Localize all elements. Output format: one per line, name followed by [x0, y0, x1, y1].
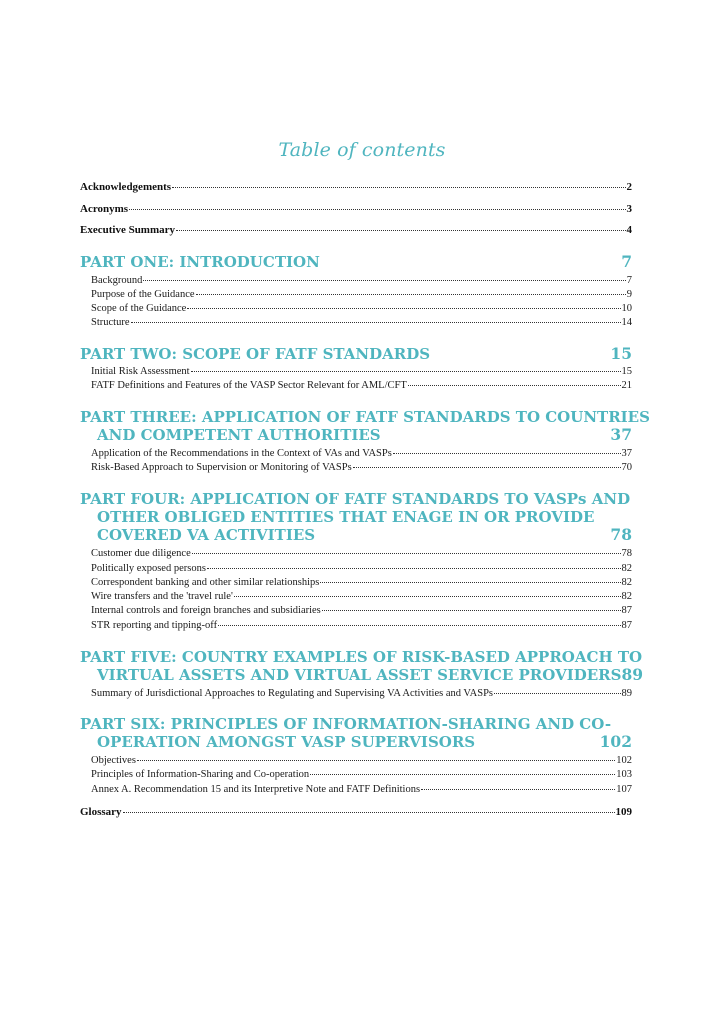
toc-entry-executive-summary[interactable] [80, 224, 632, 236]
toc-entry-background[interactable] [80, 275, 632, 286]
toc-entry-page: 37 [621, 448, 632, 459]
toc-entry-page: 4 [626, 224, 632, 236]
part-page: 7 [621, 252, 632, 271]
toc-entry-page: 87 [621, 620, 632, 631]
toc-entry-scope[interactable] [80, 303, 632, 314]
toc-entry-initial-risk[interactable] [80, 366, 632, 377]
part-heading-six[interactable] [80, 715, 632, 751]
dot-leader [187, 308, 620, 309]
toc-entry-glossary[interactable] [80, 806, 632, 818]
toc-entry-page: 78 [621, 548, 632, 559]
toc-entry-label: Principles of Information-Sharing and Co-operation [91, 769, 310, 780]
dot-leader [234, 596, 621, 597]
dot-leader [191, 371, 621, 372]
toc-entry-str-reporting[interactable] [80, 620, 632, 631]
dot-leader [353, 467, 621, 468]
toc-entry-page: 109 [615, 806, 632, 818]
toc-entry-page: 87 [621, 605, 632, 616]
dot-leader [218, 625, 620, 626]
dot-leader [421, 789, 615, 790]
dot-leader [172, 187, 625, 188]
toc-entry-label: Customer due diligence [91, 548, 191, 559]
toc-entry-label: Executive Summary [80, 224, 176, 236]
toc-entry-label: Acknowledgements [80, 181, 172, 193]
part-page: 15 [610, 344, 632, 363]
part-title-line: PART FOUR: APPLICATION OF FATF STANDARDS TO VASPs AND [80, 490, 631, 508]
toc-entry-page: 3 [626, 203, 632, 215]
dot-leader [143, 280, 625, 281]
toc-entry-purpose[interactable] [80, 289, 632, 300]
part-page: 89 [621, 665, 644, 684]
toc-entry-page: 9 [626, 289, 632, 300]
toc-entry-page: 82 [621, 563, 632, 574]
toc-entry-label: Correspondent banking and other similar relationships [91, 577, 320, 588]
part-page: 78 [610, 525, 632, 544]
part-title-line: OTHER OBLIGED ENTITIES THAT ENAGE IN OR PROVIDE [97, 508, 595, 526]
dot-leader [310, 774, 615, 775]
toc-entry-internal-controls[interactable] [80, 605, 632, 616]
toc-entry-objectives[interactable] [80, 755, 632, 766]
toc-entry-annex-a[interactable] [80, 784, 632, 795]
toc-entry-label: Summary of Jurisdictional Approaches to Regulating and Supervising VA Activities and VASPs [91, 688, 494, 699]
dot-leader [408, 385, 621, 386]
toc-entry-label: Objectives [91, 755, 136, 766]
toc-entry-jurisdictional-approaches[interactable] [80, 688, 632, 699]
dot-leader [137, 760, 615, 761]
part-title-line: VIRTUAL ASSETS AND VIRTUAL ASSET SERVICE PROVIDERS [97, 666, 622, 684]
dot-leader [207, 568, 621, 569]
toc-entry-page: 107 [616, 784, 632, 795]
part-title-line: OPERATION AMONGST VASP SUPERVISORS [97, 733, 476, 751]
dot-leader [322, 610, 621, 611]
part-title-line: AND COMPETENT AUTHORITIES [97, 426, 381, 444]
toc-entry-label: Background [91, 275, 143, 286]
dot-leader [131, 322, 621, 323]
toc-entry-page: 7 [626, 275, 632, 286]
part-page: 102 [599, 732, 632, 751]
toc-entry-page: 15 [621, 366, 632, 377]
toc-entry-correspondent-banking[interactable] [80, 577, 632, 588]
toc-entry-page: 82 [621, 577, 632, 588]
toc-entry-peps[interactable] [80, 563, 632, 574]
toc-entry-label: Application of the Recommendations in the Context of VAs and VASPs [91, 448, 392, 459]
toc-entry-label: Risk-Based Approach to Supervision or Monitoring of VASPs [91, 462, 352, 473]
toc-entry-label: Initial Risk Assessment [91, 366, 190, 377]
toc-entry-acknowledgements[interactable] [80, 181, 632, 193]
toc-entry-page: 14 [621, 317, 632, 328]
toc-entry-label: Annex A. Recommendation 15 and its Interpretive Note and FATF Definitions [91, 784, 421, 795]
part-title-line: COVERED VA ACTIVITIES [97, 526, 316, 544]
dot-leader [320, 582, 620, 583]
toc-entry-page: 89 [621, 688, 632, 699]
toc-entry-label: Politically exposed persons [91, 563, 206, 574]
toc-entry-label: Wire transfers and the 'travel rule' [91, 591, 233, 602]
toc-entry-cdd[interactable] [80, 548, 632, 559]
part-heading-five[interactable] [80, 648, 644, 684]
toc-entry-label: Scope of the Guidance [91, 303, 187, 314]
dot-leader [393, 453, 621, 454]
part-title-line: PART FIVE: COUNTRY EXAMPLES OF RISK-BASED APPROACH TO [80, 648, 643, 666]
dot-leader [123, 812, 615, 813]
toc-entry-label: Acronyms [80, 203, 129, 215]
toc-entry-wire-transfers[interactable] [80, 591, 632, 602]
toc-entry-page: 70 [621, 462, 632, 473]
part-title-line: PART TWO: SCOPE OF FATF STANDARDS [80, 345, 431, 363]
toc-title: Table of contents [278, 139, 446, 161]
toc-entry-acronyms[interactable] [80, 203, 632, 215]
dot-leader [129, 209, 625, 210]
part-heading-four[interactable] [80, 490, 632, 544]
part-heading-two[interactable] [80, 345, 632, 363]
toc-entry-label: FATF Definitions and Features of the VASP Sector Relevant for AML/CFT [91, 380, 407, 391]
toc-entry-page: 21 [621, 380, 632, 391]
toc-entry-label: Glossary [80, 806, 122, 818]
toc-entry-principles-info-sharing[interactable] [80, 769, 632, 780]
toc-entry-application-recommendations[interactable] [80, 448, 632, 459]
part-page: 37 [610, 425, 632, 444]
part-heading-three[interactable] [80, 408, 650, 444]
dot-leader [196, 294, 626, 295]
part-title-line: PART ONE: INTRODUCTION [80, 253, 320, 271]
toc-entry-label: Internal controls and foreign branches and subsidiaries [91, 605, 321, 616]
part-title-line: PART SIX: PRINCIPLES OF INFORMATION-SHARING AND CO- [80, 715, 612, 733]
dot-leader [494, 693, 620, 694]
dot-leader [176, 230, 625, 231]
toc-entry-label: Structure [91, 317, 130, 328]
toc-entry-structure[interactable] [80, 317, 632, 328]
toc-entry-page: 103 [616, 769, 632, 780]
toc-entry-label: Purpose of the Guidance [91, 289, 195, 300]
toc-entry-fatf-definitions[interactable] [80, 380, 632, 391]
toc-entry-page: 2 [626, 181, 632, 193]
dot-leader [192, 553, 621, 554]
toc-entry-risk-based-supervision[interactable] [80, 462, 632, 473]
toc-entry-page: 10 [621, 303, 632, 314]
part-heading-one[interactable] [80, 253, 632, 271]
toc-entry-page: 102 [616, 755, 632, 766]
toc-entry-label: STR reporting and tipping-off [91, 620, 218, 631]
toc-entry-page: 82 [621, 591, 632, 602]
part-title-line: PART THREE: APPLICATION OF FATF STANDARDS TO COUNTRIES [80, 408, 650, 426]
